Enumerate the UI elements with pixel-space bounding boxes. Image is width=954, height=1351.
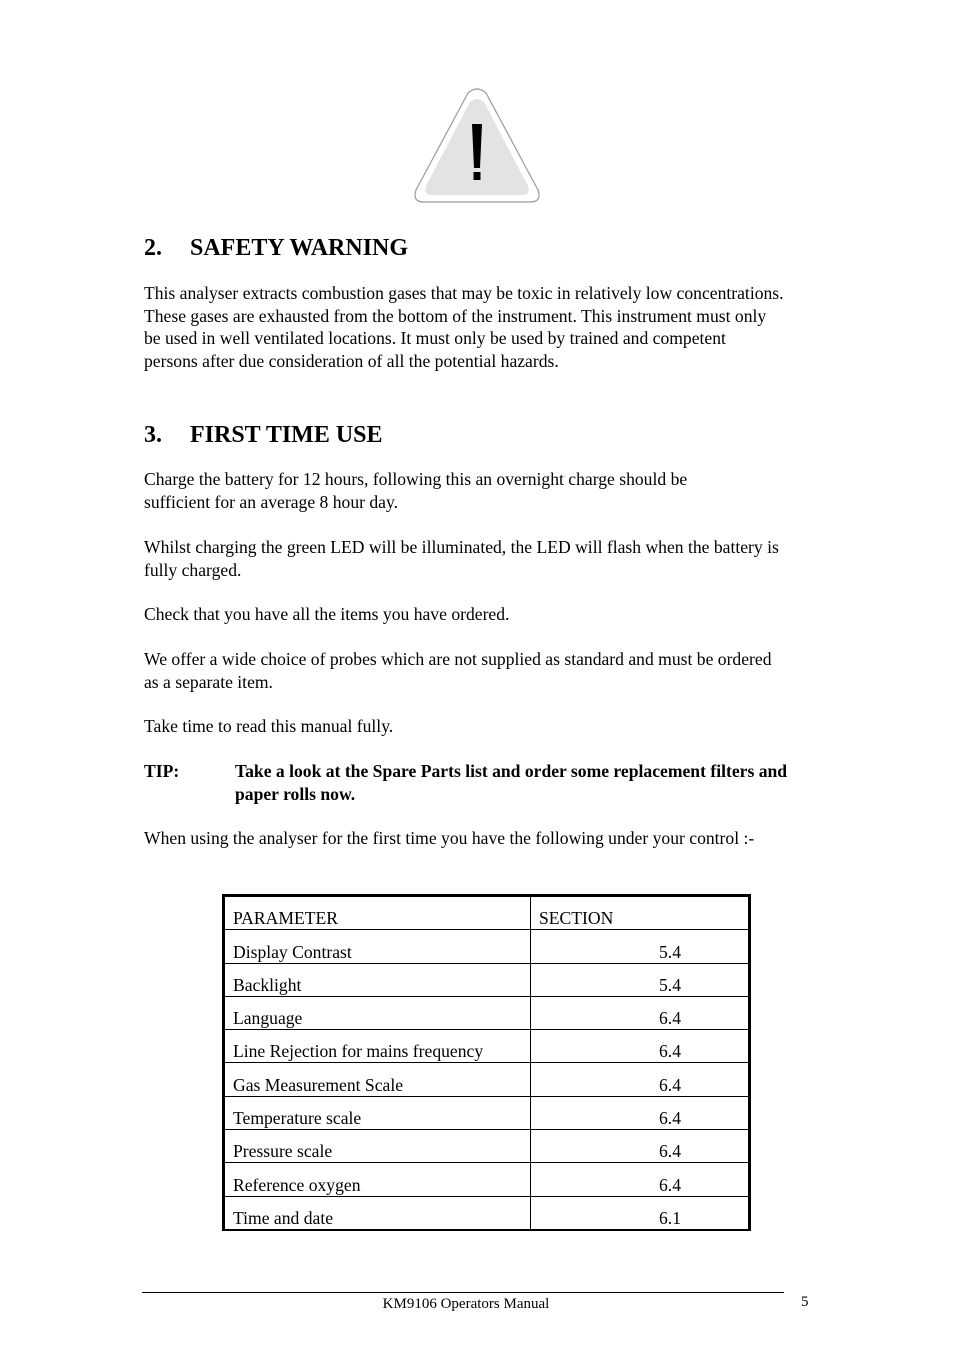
probes-paragraph: We offer a wide choice of probes which are not supplied as standard and must be ordered as a separate item.	[144, 649, 772, 692]
read-manual-paragraph: Take time to read this manual fully.	[144, 716, 394, 736]
table-row	[224, 963, 750, 996]
exclamation-triangle-icon	[412, 88, 542, 204]
safety-paragraph: This analyser extracts combustion gases that may be toxic in relatively low concentrations. These gases are exhausted from the bottom of the instrument. This instrument must only be used in well ventilated locations. It must only be used by trained and competent persons after due consideration of all the potential hazards.	[144, 283, 784, 371]
table-row	[224, 1096, 750, 1129]
tip-text: Take a look at the Spare Parts list and order some replacement filters and paper rolls now.	[235, 761, 788, 804]
section-cell: 5.4	[531, 930, 750, 963]
parameter-cell: Backlight	[224, 963, 531, 996]
tip-label: TIP:	[144, 761, 180, 781]
section-number: 3.	[144, 422, 162, 448]
parameter-cell: Display Contrast	[224, 930, 531, 963]
parameter-cell: Reference oxygen	[224, 1163, 531, 1196]
safety-warning-heading	[144, 234, 408, 262]
section-number: 2.	[144, 235, 162, 261]
parameter-cell: Gas Measurement Scale	[224, 1063, 531, 1096]
table-row	[224, 996, 750, 1029]
footer-divider	[142, 1292, 784, 1293]
section-column-header: SECTION	[531, 896, 750, 930]
parameter-cell: Pressure scale	[224, 1130, 531, 1163]
check-items-paragraph: Check that you have all the items you have ordered.	[144, 604, 510, 624]
section-cell: 5.4	[531, 963, 750, 996]
section-cell: 6.4	[531, 996, 750, 1029]
table-row	[224, 1030, 750, 1063]
parameter-cell: Time and date	[224, 1196, 531, 1230]
section-title: FIRST TIME USE	[190, 422, 383, 448]
parameter-column-header: PARAMETER	[224, 896, 531, 930]
first-time-use-heading	[144, 421, 383, 449]
footer-manual-title: KM9106 Operators Manual	[382, 1296, 550, 1312]
section-cell: 6.1	[531, 1196, 750, 1230]
table-row	[224, 930, 750, 963]
parameter-table	[222, 894, 751, 1231]
table-row	[224, 1163, 750, 1196]
section-cell: 6.4	[531, 1030, 750, 1063]
led-paragraph: Whilst charging the green LED will be illuminated, the LED will flash when the battery is fully charged.	[144, 537, 779, 580]
table-row	[224, 1063, 750, 1096]
control-intro-paragraph: When using the analyser for the first time you have the following under your control :-	[144, 828, 755, 848]
page-number: 5	[801, 1294, 809, 1310]
parameter-cell: Line Rejection for mains frequency	[224, 1030, 531, 1063]
table-header-row	[224, 896, 750, 930]
table-row	[224, 1196, 750, 1230]
parameter-cell: Temperature scale	[224, 1096, 531, 1129]
section-cell: 6.4	[531, 1063, 750, 1096]
table-row	[224, 1130, 750, 1163]
charge-paragraph: Charge the battery for 12 hours, following this an overnight charge should be sufficient for an average 8 hour day.	[144, 469, 688, 512]
section-title: SAFETY WARNING	[190, 235, 409, 261]
section-cell: 6.4	[531, 1096, 750, 1129]
parameter-cell: Language	[224, 996, 531, 1029]
section-cell: 6.4	[531, 1130, 750, 1163]
section-cell: 6.4	[531, 1163, 750, 1196]
